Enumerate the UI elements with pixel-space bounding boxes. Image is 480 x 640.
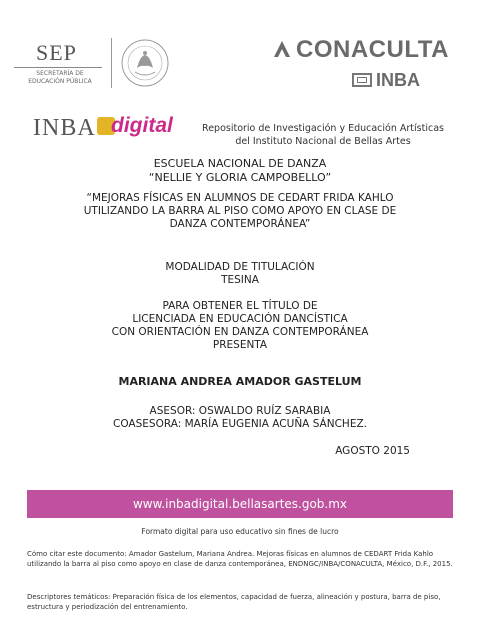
repository-line-1: Repositorio de Investigación y Educación Artísticas — [202, 123, 444, 134]
citation: Cómo citar este documento: Amador Gastelum, Mariana Andrea. Mejoras físicas en alumnos de CEDART Frida Kahlo utilizando la barra al piso como apoyo en clase de danza contemporánea, ENDNGC/INBA/CONACULTA, México, D.F., 2015. — [27, 550, 453, 568]
sep-subtitle-line-2: EDUCACIÓN PÚBLICA — [28, 78, 92, 85]
school-name — [40, 157, 440, 185]
url-banner[interactable] — [27, 490, 453, 518]
degree-line-4: PRESENTA — [212, 339, 268, 351]
repository-line-2: del Instituto Nacional de Bellas Artes — [235, 136, 411, 147]
co-advisor: COASESORA: MARÍA EUGENIA ACUÑA SÁNCHEZ. — [113, 418, 367, 430]
sep-logo — [14, 40, 104, 84]
conaculta-logo — [272, 36, 449, 64]
advisor: ASESOR: OSWALDO RUÍZ SARABIA — [149, 405, 331, 417]
document-date: AGOSTO 2015 — [335, 445, 410, 457]
advisors — [40, 405, 440, 431]
title-line-3: DANZA CONTEMPORÁNEA” — [169, 218, 311, 230]
degree-line-1: PARA OBTENER EL TÍTULO DE — [162, 300, 318, 312]
thesis-title — [40, 192, 440, 231]
modality-line-2: TESINA — [221, 274, 259, 286]
format-note: Formato digital para uso educativo sin fines de lucro — [141, 527, 339, 536]
repository-title — [183, 122, 463, 148]
degree-line-2: LICENCIADA EN EDUCACIÓN DANCÍSTICA — [132, 313, 348, 325]
conaculta-text: CONACULTA — [296, 36, 449, 63]
inba-small-text: INBA — [376, 70, 420, 90]
sep-subtitle — [20, 70, 100, 86]
header-divider — [111, 38, 112, 88]
descriptors: Descriptores temáticos: Preparación física de los elementos, capacidad de fuerza, alineación y postura, barra de piso, estructura y periodización del entrenamiento. — [27, 593, 441, 611]
digital-brand — [97, 114, 173, 138]
degree-line-3: CON ORIENTACIÓN EN DANZA CONTEMPORÁNEA — [111, 326, 369, 338]
degree — [40, 300, 440, 352]
digital-brand-text: digital — [111, 114, 173, 137]
modality-line-1: MODALIDAD DE TITULACIÓN — [165, 261, 315, 273]
sep-name: SEP — [36, 40, 77, 65]
inba-brand-text: INBA — [33, 115, 96, 141]
author-name: MARIANA ANDREA AMADOR GASTELUM — [118, 375, 362, 388]
inba-small-logo — [352, 70, 420, 91]
inba-mark-icon — [352, 73, 372, 87]
modality — [40, 261, 440, 287]
title-line-1: “MEJORAS FÍSICAS EN ALUMNOS DE CEDART FRIDA KAHLO — [86, 192, 394, 204]
conaculta-mark-icon — [272, 39, 292, 59]
school-line-2: “NELLIE Y GLORIA CAMPOBELLO” — [148, 171, 332, 184]
mexico-seal-icon — [120, 38, 170, 88]
sep-subtitle-line-1: SECRETARÍA DE — [36, 70, 84, 77]
url-link[interactable]: www.inbadigital.bellasartes.gob.mx — [132, 497, 348, 511]
school-line-1: ESCUELA NACIONAL DE DANZA — [153, 157, 327, 170]
title-line-2: UTILIZANDO LA BARRA AL PISO COMO APOYO EN CLASE DE — [83, 205, 397, 217]
sep-divider-line — [14, 67, 102, 68]
